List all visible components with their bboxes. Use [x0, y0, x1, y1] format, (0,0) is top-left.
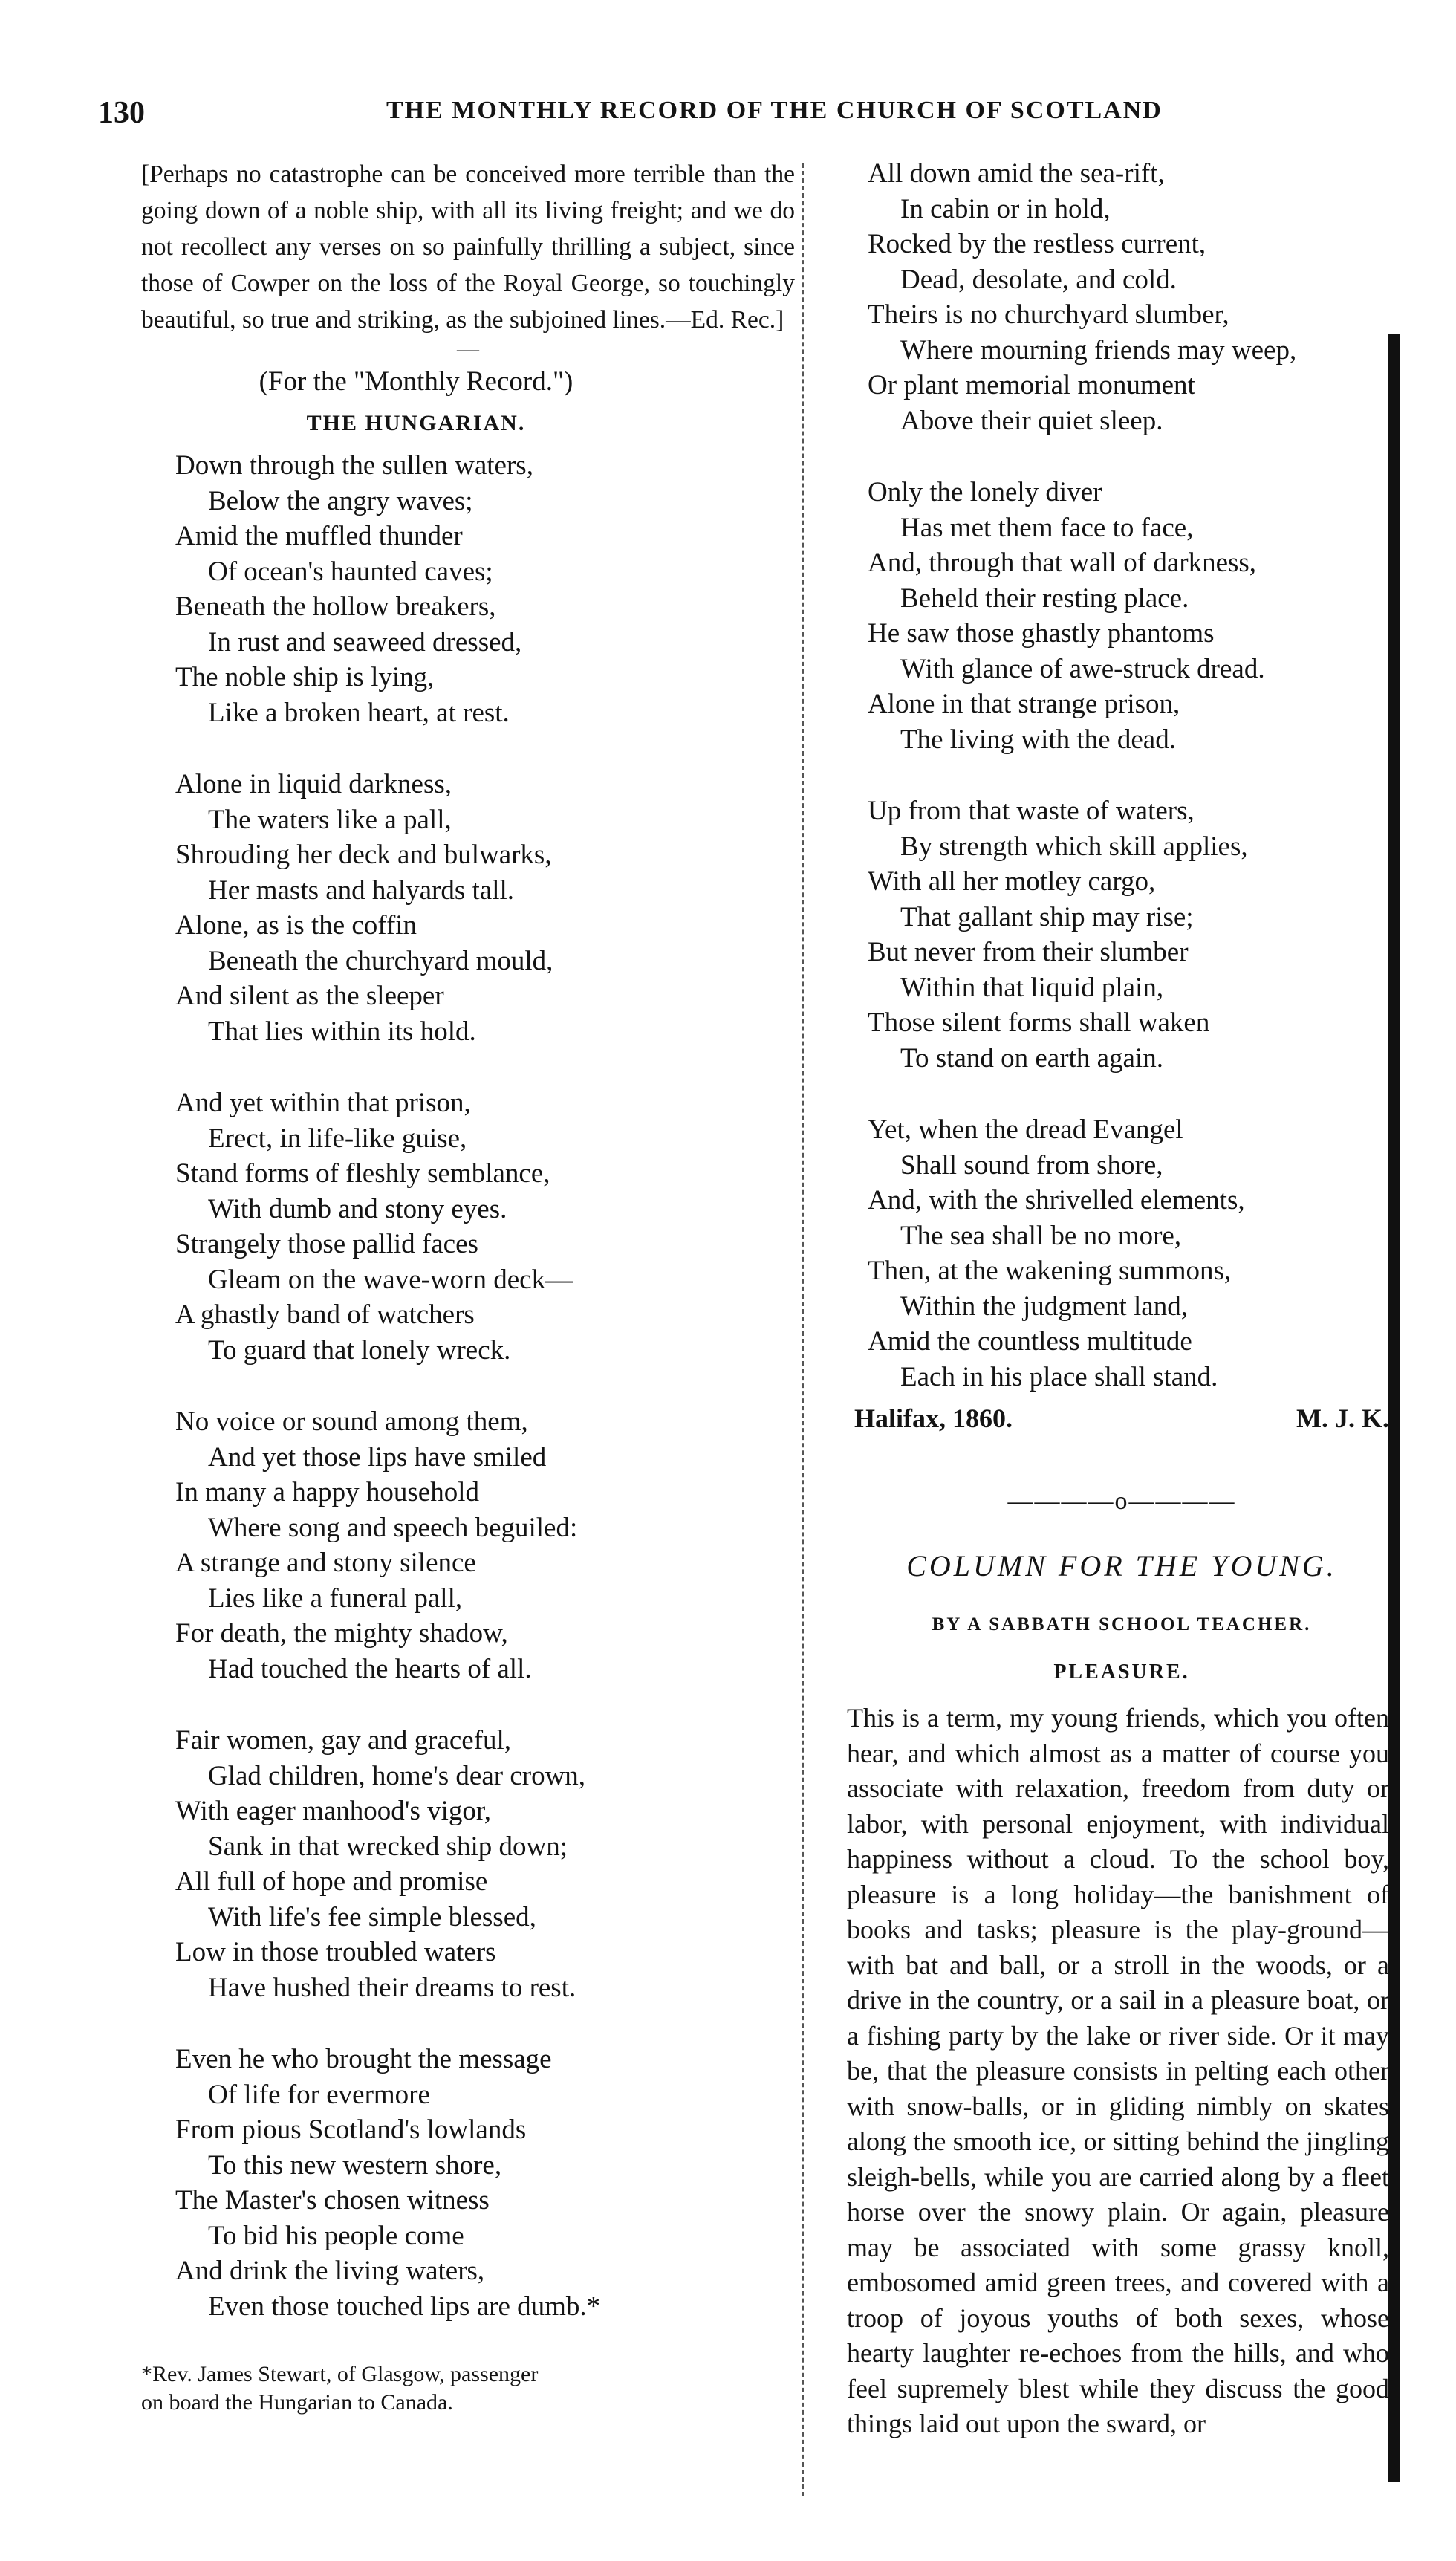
stanza [175, 1404, 795, 1687]
poem-line: Each in his place shall stand. [900, 1361, 1218, 1392]
stanza [175, 767, 795, 1049]
poem-line: To this new western shore, [208, 2149, 502, 2181]
poem-line: With eager manhood's vigor, [175, 1796, 491, 1826]
stanza [868, 156, 1389, 438]
poem-line: Even those touched lips are dumb.* [208, 2291, 601, 2322]
poem-line: Theirs is no churchyard slumber, [868, 299, 1229, 330]
poem-line: And yet those lips have smiled [208, 1441, 547, 1473]
column-divider [802, 163, 804, 2496]
poem-title: THE HUNGARIAN. [306, 411, 526, 435]
poem-line: And, through that wall of darkness, [868, 548, 1257, 578]
poem-line: Glad children, home's dear crown, [208, 1760, 586, 1791]
poem-line: He saw those ghastly phantoms [868, 618, 1215, 649]
poem-line: Down through the sullen waters, [175, 450, 533, 481]
poem-line: Rocked by the restless current, [868, 229, 1206, 259]
poem-line: Within the judgment land, [900, 1291, 1188, 1322]
poem-line: Fair women, gay and graceful, [175, 1725, 512, 1756]
poem-line: Her masts and halyards tall. [208, 874, 515, 906]
poem-line: In cabin or in hold, [900, 193, 1111, 224]
signature-place: Halifax, 1860. [854, 1403, 1013, 1433]
poem-line: And silent as the sleeper [175, 981, 444, 1011]
section-title: COLUMN FOR THE YOUNG. [906, 1549, 1337, 1583]
section-byline: BY A SABBATH SCHOOL TEACHER. [932, 1614, 1312, 1635]
poem-line: With life's fee simple blessed, [208, 1901, 536, 1932]
stanza [868, 1112, 1389, 1395]
running-header: THE MONTHLY RECORD OF THE CHURCH OF SCOTLAND [386, 97, 1163, 124]
right-column [847, 156, 1389, 2442]
poem-line: Within that liquid plain, [900, 972, 1164, 1003]
poem-line: Lies like a funeral pall, [208, 1583, 463, 1614]
poem-line: A ghastly band of watchers [175, 1299, 475, 1330]
poem-line: Alone in that strange prison, [868, 689, 1180, 719]
scan-edge-bar [1388, 334, 1400, 2482]
poem-line: Of life for evermore [208, 2079, 430, 2110]
poem-line: Shall sound from shore, [900, 1149, 1163, 1181]
poem-line: The Master's chosen witness [175, 2185, 490, 2216]
stanza [175, 448, 795, 730]
poem-line: Where mourning friends may weep, [900, 334, 1297, 366]
poem-line: With glance of awe-struck dread. [900, 653, 1265, 684]
poem-line: Those silent forms shall waken [868, 1007, 1210, 1038]
poem-line: Had touched the hearts of all. [208, 1653, 532, 1684]
footnote [141, 2360, 795, 2417]
poem-line: And, with the shrivelled elements, [868, 1185, 1245, 1215]
poem-line: Only the lonely diver [868, 477, 1102, 507]
poem-line: Amid the muffled thunder [175, 521, 463, 551]
poem-signature [854, 1401, 1389, 1435]
poem-line: Up from that waste of waters, [868, 796, 1195, 826]
poem-line: Strangely those pallid faces [175, 1229, 478, 1259]
footnote-line: on board the Hungarian to Canada. [141, 2390, 453, 2415]
poem-line: The waters like a pall, [208, 804, 452, 835]
poem-line: With all her motley cargo, [868, 866, 1156, 897]
poem-line: In rust and seaweed dressed, [208, 626, 522, 658]
stanza [868, 475, 1389, 757]
poem-line: And yet within that prison, [175, 1088, 471, 1118]
poem-line: That gallant ship may rise; [900, 901, 1194, 932]
poem-line: By strength which skill applies, [900, 831, 1248, 862]
poem-line: From pious Scotland's lowlands [175, 2114, 527, 2145]
poem-line: Or plant memorial monument [868, 370, 1195, 400]
poem-line: Amid the countless multitude [868, 1326, 1192, 1357]
poem-line: Above their quiet sleep. [900, 405, 1163, 436]
poem-line: To guard that lonely wreck. [208, 1334, 511, 1366]
poem-line: But never from their slumber [868, 937, 1189, 967]
poem-line: Of ocean's haunted caves; [208, 556, 493, 587]
footnote-line: *Rev. James Stewart, of Glasgow, passenger [141, 2362, 539, 2386]
poem-line: Then, at the wakening summons, [868, 1256, 1232, 1286]
article-subheading: PLEASURE. [1053, 1661, 1190, 1684]
article-body: This is a term, my young friends, which you often hear, and which almost as a matter of course you associate with relaxation, freedom from duty or labor, with personal enjoyment, with individual happiness without a cloud. To the school boy, pleasure is a long holiday—the banishment of books and tasks; pleasure is the play-ground—with bat and ball, or a stroll in the woods, or a drive in the country, or a sail in a pleasure boat, or a fishing party by the lake or river side. Or it may be, that the pleasure consists in pelting each other with snow-balls, or in gliding nimbly on skates along the smooth ice, or sitting behind the jingling sleigh-bells, while you are carried along by a fleet horse over the snowy plain. Or again, pleasure may be associated with some grassy knoll, embosomed amid green trees, and covered with a troop of joyous youths of both sexes, whose hearty laughter re-echoes from the hills, and who feel supremely blest while they discuss the good things laid out upon the sward, or [847, 1703, 1389, 2438]
poem-line: The living with the dead. [900, 724, 1176, 755]
poem-line: Dead, desolate, and cold. [900, 264, 1177, 295]
poem-line: Even he who brought the message [175, 2044, 552, 2074]
stanza [175, 2042, 795, 2324]
poem-line: For death, the mighty shadow, [175, 1618, 508, 1649]
poem-line: Low in those troubled waters [175, 1937, 496, 1967]
poem-line: Erect, in life-like guise, [208, 1123, 467, 1154]
poem-source-line: (For the "Monthly Record.") [259, 366, 573, 397]
page-number: 130 [98, 96, 145, 130]
stanza [175, 1085, 795, 1368]
poem-line: No voice or sound among them, [175, 1406, 528, 1437]
signature-initials: M. J. K. [1296, 1403, 1389, 1433]
poem-line: Beneath the hollow breakers, [175, 591, 496, 622]
poem-line: Has met them face to face, [900, 512, 1194, 543]
poem-line: The sea shall be no more, [900, 1220, 1182, 1251]
poem-stanzas-right [854, 156, 1389, 1395]
poem-line: Have hushed their dreams to rest. [208, 1972, 576, 2003]
poem-line: Alone, as is the coffin [175, 910, 417, 941]
poem-line: Shrouding her deck and bulwarks, [175, 840, 552, 870]
poem-line: In many a happy household [175, 1477, 479, 1507]
stanza [868, 793, 1389, 1076]
stanza [175, 1723, 795, 2005]
poem-line: That lies within its hold. [208, 1016, 476, 1047]
poem-line: To stand on earth again. [900, 1042, 1163, 1074]
poem-stanzas-left [141, 448, 795, 2324]
poem-line: All down amid the sea-rift, [868, 158, 1165, 189]
poem-line: Alone in liquid darkness, [175, 769, 452, 799]
left-column [141, 156, 795, 2417]
poem-line: A strange and stony silence [175, 1548, 476, 1578]
poem-line: Stand forms of fleshly semblance, [175, 1158, 550, 1189]
poem-line: Below the angry waves; [208, 485, 473, 516]
poem-line: Gleam on the wave-worn deck— [208, 1264, 573, 1295]
short-rule: — [457, 337, 479, 361]
section-divider: ————o———— [1007, 1487, 1236, 1515]
poem-line: Beneath the churchyard mould, [208, 945, 553, 976]
poem-line: And drink the living waters, [175, 2256, 485, 2286]
poem-line: With dumb and stony eyes. [208, 1193, 507, 1224]
poem-line: Yet, when the dread Evangel [868, 1114, 1183, 1145]
poem-line: Sank in that wrecked ship down; [208, 1831, 568, 1862]
poem-line: Like a broken heart, at rest. [208, 697, 510, 728]
poem-line: To bid his people come [208, 2220, 464, 2251]
poem-line: All full of hope and promise [175, 1866, 488, 1897]
poem-line: Where song and speech beguiled: [208, 1512, 578, 1543]
editor-note: [Perhaps no catastrophe can be conceived more terrible than the going down of a noble ship, with all its living freight; and we do not recollect any verses on so painfully thrilling a subject, since those of Cowper on the loss of the Royal George, so touchingly beautiful, so true and striking, as the subjoined lines.—Ed. Rec.] [141, 160, 795, 334]
poem-line: The noble ship is lying, [175, 662, 435, 692]
poem-line: Beheld their resting place. [900, 582, 1189, 614]
